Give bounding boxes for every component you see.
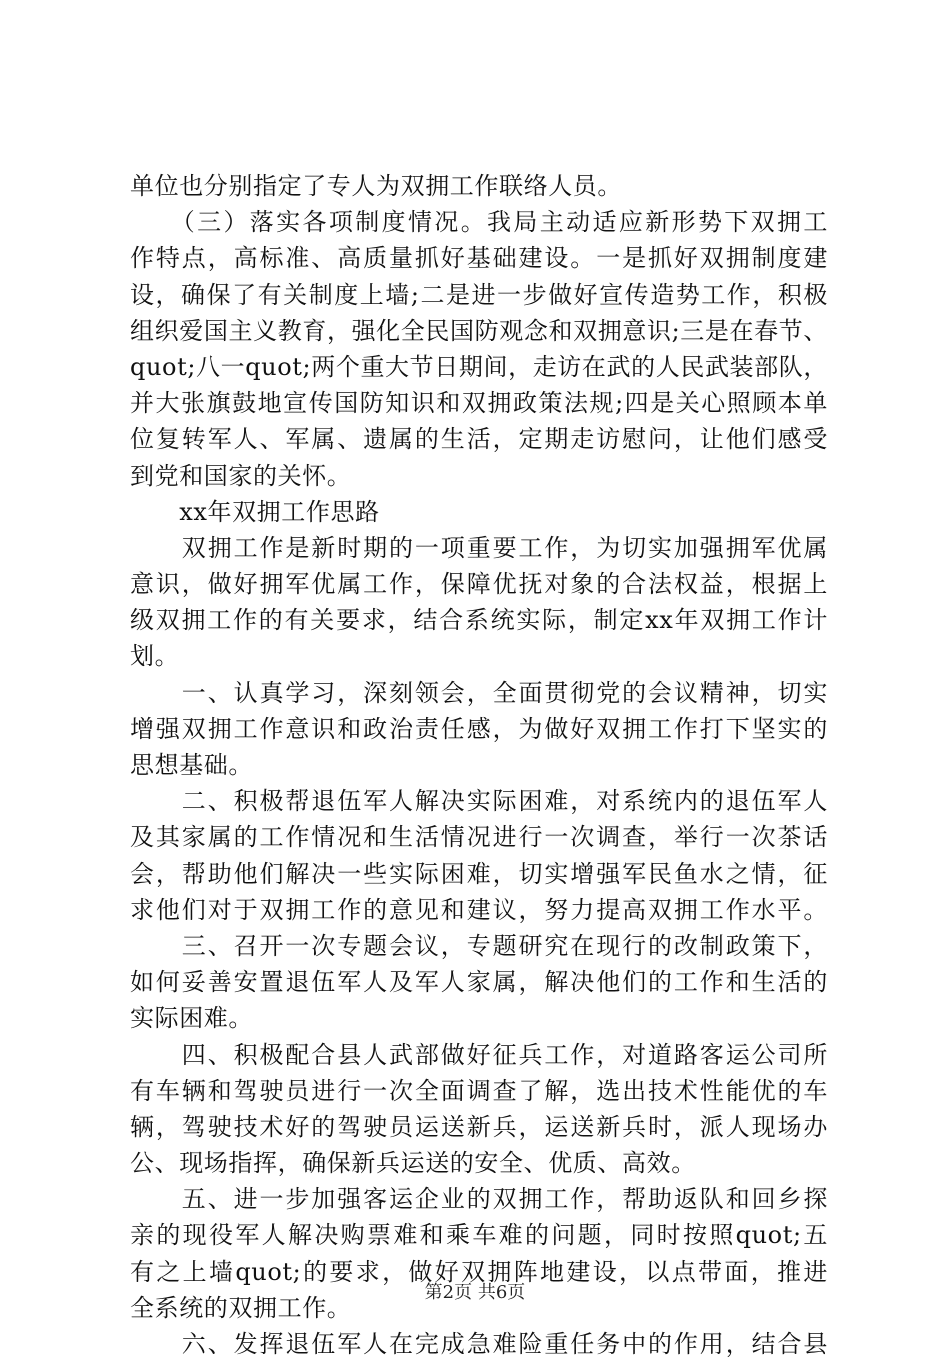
text-line: 全系统的双拥工作。 [130, 1293, 352, 1322]
text-line: 五、进一步加强客运企业的双拥工作，帮助返队和回乡探 [130, 1185, 828, 1214]
text-line: 会，帮助他们解决一些实际困难，切实增强军民鱼水之情，征 [130, 859, 828, 888]
text-line: 公、现场指挥，确保新兵运送的安全、优质、高效。 [130, 1149, 696, 1178]
text-line: 增强双拥工作意识和政治责任感，为做好双拥工作打下坚实的 [130, 714, 828, 743]
text-line: 级双拥工作的有关要求，结合系统实际，制定xx年双拥工作计 [130, 606, 828, 635]
text-line: 设，确保了有关制度上墙;二是进一步做好宣传造势工作，积极 [130, 280, 828, 309]
text-line: 思想基础。 [130, 751, 253, 779]
text-line: 有之上墙quot;的要求，做好双拥阵地建设，以点带面，推进 [130, 1257, 828, 1286]
text-line: 亲的现役军人解决购票难和乘车难的问题，同时按照quot;五 [130, 1221, 828, 1250]
text-line: quot;八一quot;两个重大节日期间，走访在武的人民武装部队， [130, 352, 828, 381]
text-line: 组织爱国主义教育，强化全民国防观念和双拥意识;三是在春节、 [130, 316, 828, 345]
page-footer: 第2页 共6页 [424, 1282, 526, 1303]
text-line: 四、积极配合县人武部做好征兵工作，对道路客运公司所 [130, 1040, 828, 1069]
text-line: 如何妥善安置退伍军人及军人家属，解决他们的工作和生活的 [130, 968, 828, 997]
text-line: 有车辆和驾驶员进行一次全面调查了解，选出技术性能优的车 [130, 1076, 828, 1105]
document-body [130, 168, 828, 1362]
text-line: 位复转军人、军属、遗属的生活，定期走访慰问，让他们感受 [130, 425, 828, 454]
text-line: 二、积极帮退伍军人解决实际困难，对系统内的退伍军人 [130, 787, 828, 816]
text-line: （三）落实各项制度情况。我局主动适应新形势下双拥工 [130, 208, 828, 237]
text-line: 并大张旗鼓地宣传国防知识和双拥政策法规;四是关心照顾本单 [130, 389, 828, 418]
text-line: 六、发挥退伍军人在完成急难险重任务中的作用，结合县 [130, 1330, 828, 1358]
text-line: 辆，驾驶技术好的驾驶员运送新兵，运送新兵时，派人现场办 [130, 1112, 828, 1141]
text-line: 意识，做好拥军优属工作，保障优抚对象的合法权益，根据上 [130, 570, 828, 599]
text-line: 划。 [130, 642, 180, 671]
text-line: 到党和国家的关怀。 [130, 461, 352, 490]
text-line: xx年双拥工作思路 [130, 497, 380, 526]
text-line: 一、认真学习，深刻领会，全面贯彻党的会议精神，切实 [130, 678, 828, 707]
text-line: 三、召开一次专题会议，专题研究在现行的改制政策下， [130, 931, 828, 960]
text-line: 双拥工作是新时期的一项重要工作，为切实加强拥军优属 [130, 533, 828, 562]
text-line: 实际困难。 [130, 1004, 253, 1033]
text-line: 求他们对于双拥工作的意见和建议，努力提高双拥工作水平。 [130, 895, 828, 924]
text-line: 单位也分别指定了专人为双拥工作联络人员。 [130, 172, 622, 200]
text-line: 及其家属的工作情况和生活情况进行一次调查，举行一次茶话 [130, 823, 828, 852]
text-line: 作特点，高标准、高质量抓好基础建设。一是抓好双拥制度建 [130, 244, 828, 273]
